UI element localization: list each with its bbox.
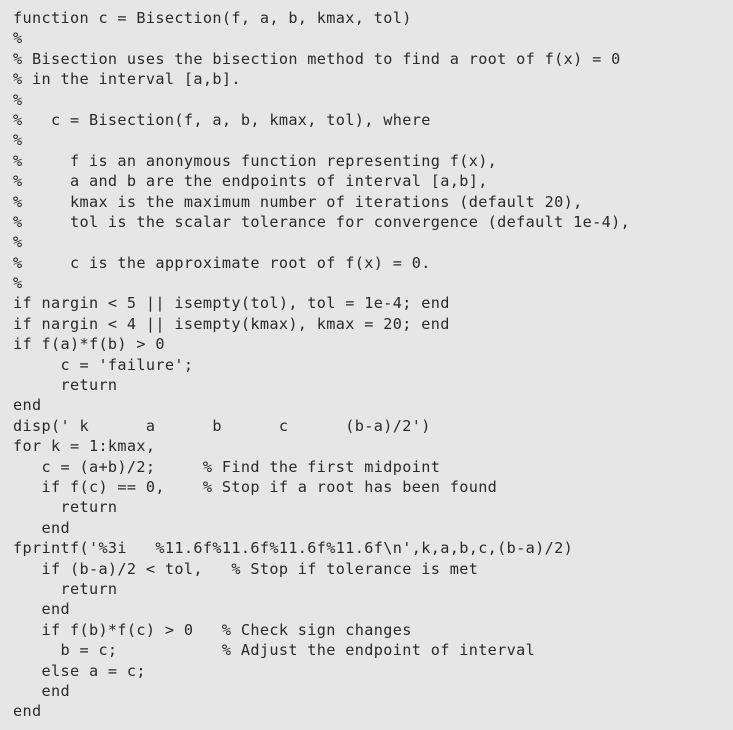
code-line-19: return (13, 376, 118, 395)
code-line-11: % tol is the scalar tolerance for convergence (default 1e-4), (13, 212, 631, 231)
code-line-16: if nargin < 4 || isempty(kmax), kmax = 20; end (13, 314, 450, 333)
code-line-6: % c = Bisection(f, a, b, kmax, tol), where (13, 110, 431, 129)
code-line-25: return (13, 498, 118, 517)
code-line-27: fprintf('%3i %11.6f%11.6f%11.6f%11.6f\n',k,a,b,c,(b-a)/2) (13, 539, 574, 558)
code-line-26: end (13, 518, 70, 537)
code-line-12: % (13, 233, 23, 252)
code-line-17: if f(a)*f(b) > 0 (13, 335, 165, 354)
code-line-34: end (13, 681, 70, 700)
code-line-13: % c is the approximate root of f(x) = 0. (13, 253, 431, 272)
code-line-10: % kmax is the maximum number of iterations (default 20), (13, 192, 583, 211)
code-line-9: % a and b are the endpoints of interval [a,b], (13, 172, 488, 191)
code-line-22: for k = 1:kmax, (13, 437, 156, 456)
code-line-23: c = (a+b)/2; % Find the first midpoint (13, 457, 441, 476)
code-line-29: return (13, 579, 118, 598)
code-line-21: disp(' k a b c (b-a)/2') (13, 416, 431, 435)
code-line-32: b = c; % Adjust the endpoint of interval (13, 641, 536, 660)
code-line-3: % Bisection uses the bisection method to find a root of f(x) = 0 (13, 49, 621, 68)
code-line-20: end (13, 396, 42, 415)
code-line-33: else a = c; (13, 661, 146, 680)
code-line-31: if f(b)*f(c) > 0 % Check sign changes (13, 620, 412, 639)
code-line-4: % in the interval [a,b]. (13, 70, 241, 89)
code-lines (13, 8, 733, 722)
code-line-30: end (13, 600, 70, 619)
code-line-7: % (13, 131, 23, 150)
code-line-2: % (13, 29, 23, 48)
code-line-8: % f is an anonymous function representing f(x), (13, 151, 498, 170)
code-line-15: if nargin < 5 || isempty(tol), tol = 1e-4; end (13, 294, 450, 313)
code-line-35: end (13, 702, 42, 721)
code-line-14: % (13, 274, 23, 293)
code-line-18: c = 'failure'; (13, 355, 194, 374)
code-line-24: if f(c) == 0, % Stop if a root has been found (13, 477, 498, 496)
code-line-28: if (b-a)/2 < tol, % Stop if tolerance is met (13, 559, 479, 578)
code-line-1: function c = Bisection(f, a, b, kmax, tol) (13, 9, 412, 27)
code-line-5: % (13, 90, 23, 109)
